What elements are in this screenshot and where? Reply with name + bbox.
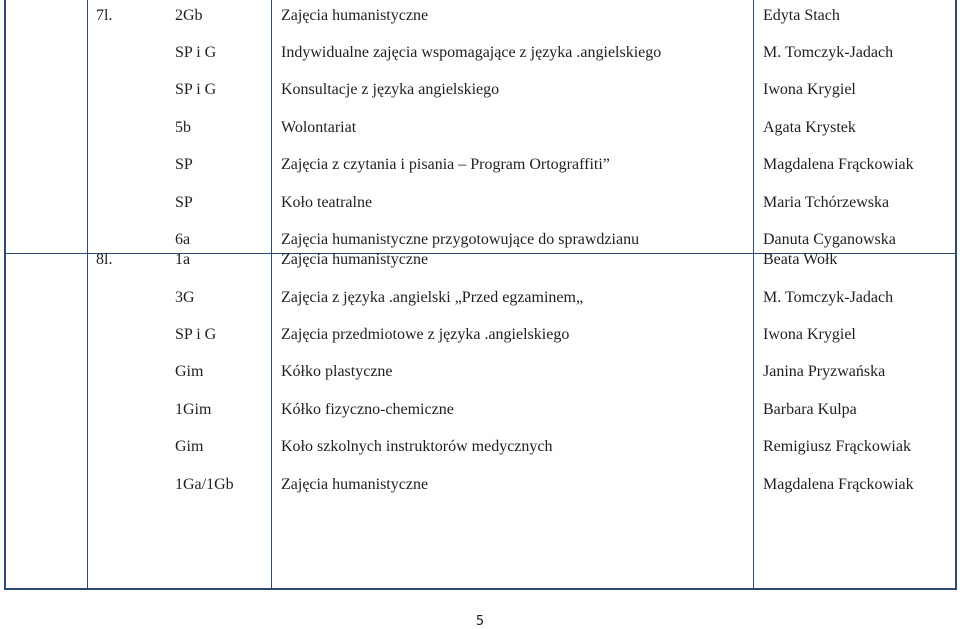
teacher-cell: Danuta Cyganowska (763, 231, 896, 248)
teacher-cell: M. Tomczyk-Jadach (763, 289, 894, 306)
activity-cell: Kółko plastyczne (281, 363, 393, 380)
class-cell: 1a (175, 251, 191, 268)
activity-cell: Zajęcia humanistyczne (281, 251, 429, 268)
column-divider (753, 0, 754, 590)
column-divider (87, 0, 88, 590)
class-cell: SP i G (175, 44, 217, 61)
teacher-cell: Remigiusz Frąckowiak (763, 438, 911, 455)
teacher-cell: Agata Krystek (763, 119, 856, 136)
class-cell: 3G (175, 289, 195, 306)
column-divider (271, 0, 272, 590)
teacher-cell: Barbara Kulpa (763, 401, 857, 418)
activity-cell: Koło teatralne (281, 194, 373, 211)
teacher-cell: Iwona Krygiel (763, 326, 856, 343)
group-number: 7l. (96, 7, 113, 24)
activity-cell: Zajęcia z czytania i pisania – Program Ortograffiti” (281, 156, 610, 173)
teacher-cell: Edyta Stach (763, 7, 840, 24)
activity-cell: Kółko fizyczno-chemiczne (281, 401, 454, 418)
teacher-cell: M. Tomczyk-Jadach (763, 44, 894, 61)
activity-cell: Indywidualne zajęcia wspomagające z języka .angielskiego (281, 44, 662, 61)
activity-cell: Zajęcia humanistyczne (281, 7, 429, 24)
class-cell: SP (175, 194, 193, 211)
class-cell: SP i G (175, 81, 217, 98)
teacher-cell: Maria Tchórzewska (763, 194, 890, 211)
class-cell: Gim (175, 363, 204, 380)
group-number: 8l. (96, 251, 113, 268)
class-cell: 5b (175, 119, 191, 136)
teacher-cell: Beata Wołk (763, 251, 838, 268)
class-cell: SP (175, 156, 193, 173)
class-cell: SP i G (175, 326, 217, 343)
activity-cell: Zajęcia humanistyczne przygotowujące do sprawdzianu (281, 231, 640, 248)
teacher-cell: Magdalena Frąckowiak (763, 476, 914, 493)
activity-cell: Zajęcia z języka .angielski „Przed egzaminem„ (281, 289, 584, 306)
activity-cell: Zajęcia przedmiotowe z języka .angielskiego (281, 326, 570, 343)
teacher-cell: Magdalena Frąckowiak (763, 156, 914, 173)
activity-cell: Konsultacje z języka angielskiego (281, 81, 500, 98)
class-cell: 2Gb (175, 7, 203, 24)
page-number: 5 (475, 614, 485, 629)
activity-cell: Koło szkolnych instruktorów medycznych (281, 438, 553, 455)
class-cell: Gim (175, 438, 204, 455)
class-cell: 1Gim (175, 401, 212, 418)
teacher-cell: Janina Pryzwańska (763, 363, 886, 380)
teacher-cell: Iwona Krygiel (763, 81, 856, 98)
class-cell: 6a (175, 231, 191, 248)
activity-cell: Wolontariat (281, 119, 357, 136)
activity-cell: Zajęcia humanistyczne (281, 476, 429, 493)
class-cell: 1Ga/1Gb (175, 476, 234, 493)
